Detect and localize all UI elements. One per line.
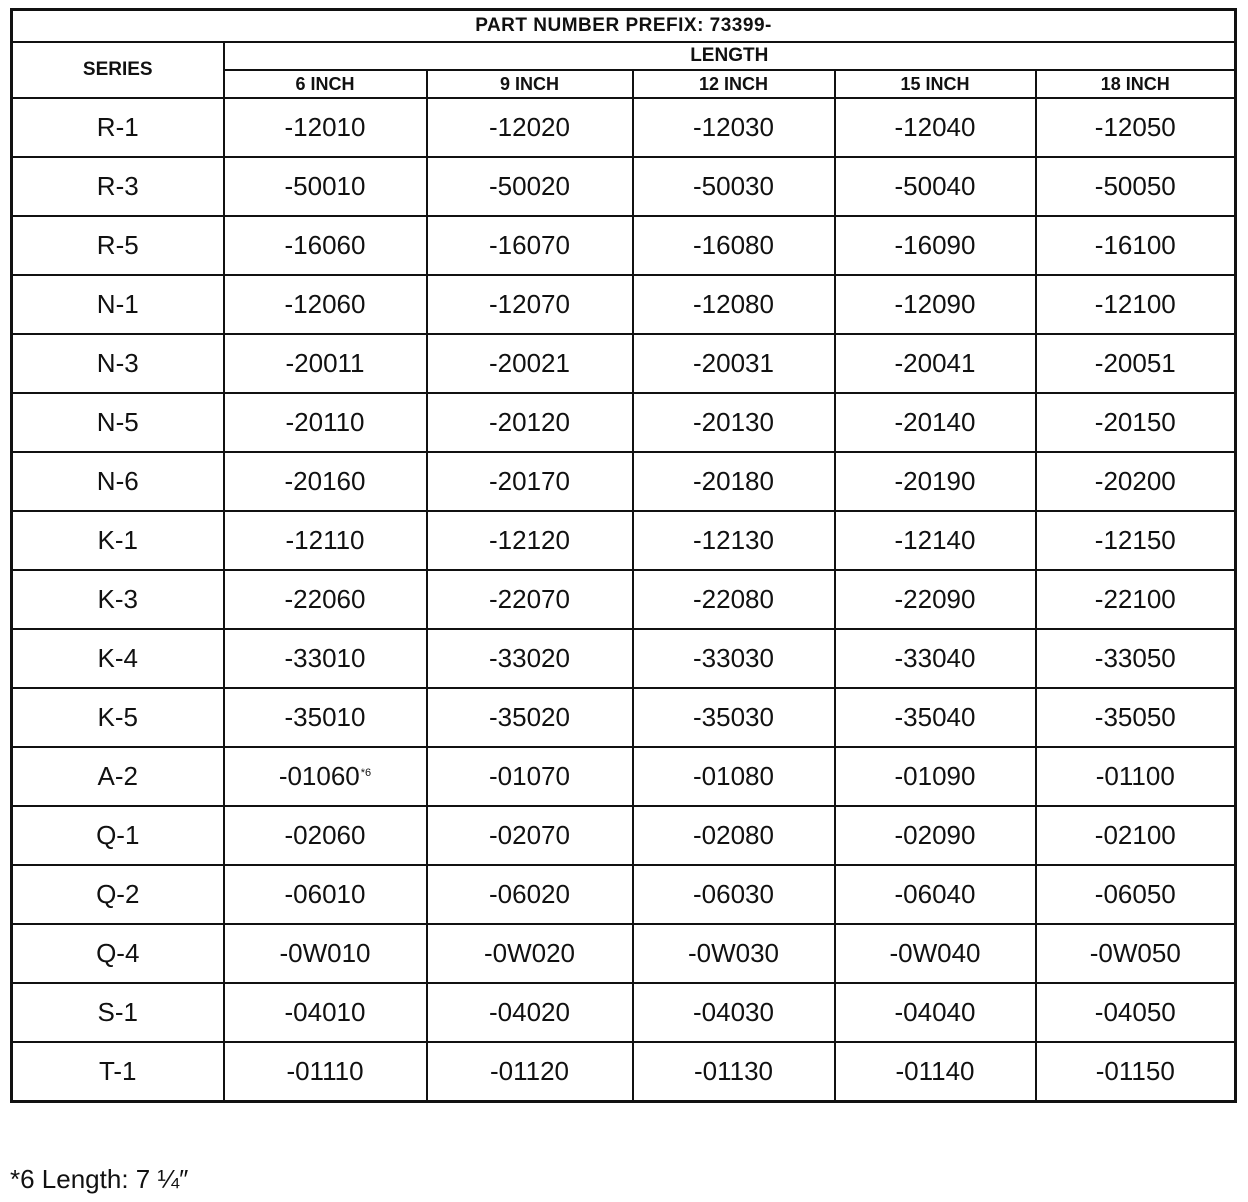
part-number-cell	[224, 806, 427, 865]
part-number-value: -01070	[489, 761, 570, 791]
part-number-value: -22100	[1094, 584, 1176, 614]
part-number-cell	[633, 393, 835, 452]
part-number-value: -16100	[1094, 230, 1176, 260]
part-number-cell	[1036, 865, 1236, 924]
part-number-cell	[633, 1042, 835, 1102]
part-number-value: -06020	[489, 879, 570, 909]
part-number-cell	[427, 157, 633, 216]
part-number-value: -33010	[284, 643, 366, 673]
part-number-cell	[427, 806, 633, 865]
part-number-cell	[427, 924, 633, 983]
part-number-cell	[633, 511, 835, 570]
table-row	[12, 1042, 1236, 1102]
table-row	[12, 275, 1236, 334]
part-number-value: -0W030	[687, 938, 780, 968]
series-cell: N-6	[12, 452, 224, 511]
part-number-value: -01090	[894, 761, 976, 791]
table-row	[12, 511, 1236, 570]
series-cell: K-5	[12, 688, 224, 747]
length-header-9-inch: 9 INCH	[427, 70, 633, 98]
table-row	[12, 452, 1236, 511]
series-cell: N-5	[12, 393, 224, 452]
part-number-cell	[427, 393, 633, 452]
part-number-value: -50010	[284, 171, 366, 201]
part-number-value: -35030	[693, 702, 774, 732]
part-number-cell	[835, 570, 1036, 629]
part-number-value: -33020	[489, 643, 570, 673]
part-number-value: -16060	[284, 230, 366, 260]
part-number-cell	[835, 216, 1036, 275]
part-number-cell	[1036, 924, 1236, 983]
part-number-value: -33050	[1094, 643, 1176, 673]
part-number-value: -20051	[1094, 348, 1176, 378]
table-row	[12, 216, 1236, 275]
part-number-value: -20130	[693, 407, 774, 437]
part-number-value: -12090	[894, 289, 976, 319]
part-number-value: -16090	[894, 230, 976, 260]
part-number-value: -12080	[693, 289, 774, 319]
length-header-6-inch: 6 INCH	[224, 70, 427, 98]
part-number-cell	[224, 924, 427, 983]
part-number-cell	[224, 747, 427, 806]
part-number-cell	[835, 806, 1036, 865]
part-number-cell	[1036, 216, 1236, 275]
part-number-cell	[224, 275, 427, 334]
series-cell: N-3	[12, 334, 224, 393]
part-number-cell	[427, 511, 633, 570]
table-row	[12, 393, 1236, 452]
part-number-value: -12120	[489, 525, 570, 555]
part-number-value: -12020	[489, 112, 570, 142]
part-number-value: -50020	[489, 171, 570, 201]
table-row	[12, 924, 1236, 983]
series-cell: A-2	[12, 747, 224, 806]
part-number-cell	[1036, 275, 1236, 334]
part-number-value: -50050	[1094, 171, 1176, 201]
part-number-prefix-header: PART NUMBER PREFIX: 73399-	[12, 10, 1236, 43]
part-number-cell	[633, 924, 835, 983]
table-row	[12, 983, 1236, 1042]
part-number-cell	[427, 452, 633, 511]
part-number-cell	[835, 157, 1036, 216]
part-number-cell	[1036, 511, 1236, 570]
part-number-cell	[1036, 1042, 1236, 1102]
part-number-cell	[1036, 157, 1236, 216]
part-number-cell	[835, 1042, 1036, 1102]
part-number-value: -12100	[1094, 289, 1176, 319]
part-number-value: -12010	[284, 112, 366, 142]
part-number-cell	[633, 983, 835, 1042]
part-number-cell	[1036, 629, 1236, 688]
part-number-cell	[224, 983, 427, 1042]
part-number-cell	[633, 747, 835, 806]
part-number-cell	[633, 334, 835, 393]
series-cell: T-1	[12, 1042, 224, 1102]
series-cell: N-1	[12, 275, 224, 334]
table-row	[12, 98, 1236, 157]
part-number-value: -33040	[894, 643, 976, 673]
length-header-12-inch: 12 INCH	[633, 70, 835, 98]
part-number-cell	[224, 157, 427, 216]
series-cell: R-3	[12, 157, 224, 216]
part-number-cell	[1036, 334, 1236, 393]
part-number-value: -20140	[894, 407, 976, 437]
part-number-cell	[835, 511, 1036, 570]
part-number-value: -35050	[1094, 702, 1176, 732]
part-number-value: -12130	[693, 525, 774, 555]
part-number-cell	[1036, 688, 1236, 747]
part-number-value: -16080	[693, 230, 774, 260]
part-number-value: -20120	[489, 407, 570, 437]
part-number-value: -06050	[1094, 879, 1176, 909]
part-number-value: -01110	[286, 1056, 364, 1086]
part-number-value: -04020	[489, 997, 570, 1027]
part-number-cell	[1036, 570, 1236, 629]
part-number-cell	[224, 865, 427, 924]
part-number-value: -20190	[894, 466, 976, 496]
part-number-value: -12150	[1094, 525, 1176, 555]
part-number-cell	[224, 452, 427, 511]
part-number-value: -20170	[489, 466, 570, 496]
part-number-value: -22070	[489, 584, 570, 614]
part-number-value: -12030	[693, 112, 774, 142]
part-number-cell	[633, 688, 835, 747]
part-number-value: -20041	[894, 348, 976, 378]
part-number-cell	[835, 983, 1036, 1042]
part-number-value: -20150	[1094, 407, 1176, 437]
part-number-table	[10, 8, 1237, 1103]
part-number-value: -04040	[894, 997, 976, 1027]
part-number-cell	[224, 98, 427, 157]
part-number-value: -04050	[1094, 997, 1176, 1027]
part-number-value: -50030	[693, 171, 774, 201]
part-number-value: -22060	[284, 584, 366, 614]
part-number-cell	[224, 334, 427, 393]
part-number-value: -02080	[693, 820, 774, 850]
length-group-header: LENGTH	[224, 42, 1236, 70]
table-row	[12, 157, 1236, 216]
part-number-value: -20160	[284, 466, 366, 496]
part-number-cell	[633, 452, 835, 511]
part-number-cell	[1036, 806, 1236, 865]
part-number-cell	[1036, 98, 1236, 157]
part-number-value: -35020	[489, 702, 570, 732]
part-number-cell	[224, 570, 427, 629]
part-number-value: -12070	[489, 289, 570, 319]
series-cell: R-5	[12, 216, 224, 275]
part-number-value: -01140	[895, 1056, 975, 1086]
part-number-cell	[427, 1042, 633, 1102]
part-number-value: -12110	[285, 525, 365, 555]
part-number-value: -20011	[285, 348, 365, 378]
part-number-cell	[1036, 983, 1236, 1042]
part-number-cell	[835, 865, 1036, 924]
part-number-cell	[1036, 747, 1236, 806]
part-number-value: -02090	[894, 820, 976, 850]
series-cell: K-4	[12, 629, 224, 688]
part-number-value: -0W020	[483, 938, 576, 968]
part-number-cell	[835, 393, 1036, 452]
part-number-value: -20200	[1094, 466, 1176, 496]
table-row	[12, 334, 1236, 393]
part-number-value: -33030	[693, 643, 774, 673]
part-number-cell	[633, 806, 835, 865]
part-number-cell	[633, 865, 835, 924]
part-number-cell	[835, 747, 1036, 806]
part-number-value: -0W050	[1089, 938, 1181, 968]
part-number-cell	[633, 98, 835, 157]
part-number-cell	[1036, 452, 1236, 511]
part-number-value: -20021	[489, 348, 570, 378]
part-number-cell	[835, 334, 1036, 393]
part-number-cell	[224, 511, 427, 570]
part-number-value: -0W040	[889, 938, 981, 968]
series-column-header: SERIES	[12, 42, 224, 98]
footnote-marker: *6	[360, 767, 372, 779]
part-number-cell	[633, 570, 835, 629]
footnote: *6 Length: 7 ¼″	[10, 1164, 189, 1194]
series-cell: Q-2	[12, 865, 224, 924]
part-number-value: -01080	[693, 761, 774, 791]
part-number-cell	[835, 629, 1036, 688]
part-number-value: -12050	[1094, 112, 1176, 142]
part-number-cell	[427, 98, 633, 157]
length-header-15-inch: 15 INCH	[835, 70, 1036, 98]
part-number-value: -20031	[693, 348, 774, 378]
part-number-cell	[427, 747, 633, 806]
part-number-value: -20110	[285, 407, 365, 437]
part-number-value: -50040	[894, 171, 976, 201]
part-number-cell	[427, 983, 633, 1042]
part-number-value: -06040	[894, 879, 976, 909]
part-number-value: -12140	[894, 525, 976, 555]
part-number-cell	[427, 275, 633, 334]
part-number-value: -01100	[1095, 761, 1175, 791]
series-cell: Q-1	[12, 806, 224, 865]
part-number-value: -01150	[1095, 1056, 1175, 1086]
table-row	[12, 629, 1236, 688]
part-number-cell	[633, 157, 835, 216]
part-number-value: -35010	[284, 702, 366, 732]
part-number-cell	[1036, 393, 1236, 452]
part-number-value: -20180	[693, 466, 774, 496]
part-number-value: -0W010	[279, 938, 371, 968]
part-number-cell	[835, 98, 1036, 157]
length-header-18-inch: 18 INCH	[1036, 70, 1236, 98]
part-number-value: -01130	[693, 1056, 774, 1086]
series-cell: K-1	[12, 511, 224, 570]
part-number-cell	[427, 334, 633, 393]
part-number-value: -06030	[693, 879, 774, 909]
table-row	[12, 865, 1236, 924]
part-number-cell	[224, 629, 427, 688]
part-number-cell	[427, 688, 633, 747]
series-cell: S-1	[12, 983, 224, 1042]
part-number-value: -04030	[693, 997, 774, 1027]
part-number-cell	[835, 688, 1036, 747]
table-row	[12, 806, 1236, 865]
part-number-value: -22090	[894, 584, 976, 614]
part-number-value: -01060	[278, 761, 360, 791]
part-number-cell	[835, 924, 1036, 983]
table-row	[12, 688, 1236, 747]
part-number-cell	[427, 629, 633, 688]
series-cell: K-3	[12, 570, 224, 629]
part-number-cell	[835, 275, 1036, 334]
part-number-value: -06010	[284, 879, 366, 909]
part-number-cell	[427, 570, 633, 629]
part-number-value: -35040	[894, 702, 976, 732]
part-number-value: -02100	[1094, 820, 1176, 850]
part-number-value: -04010	[284, 997, 366, 1027]
table-row	[12, 570, 1236, 629]
part-number-cell	[835, 452, 1036, 511]
series-cell: R-1	[12, 98, 224, 157]
table-row	[12, 747, 1236, 806]
part-number-cell	[224, 688, 427, 747]
part-number-cell	[224, 216, 427, 275]
part-number-cell	[633, 275, 835, 334]
part-number-cell	[633, 629, 835, 688]
part-number-cell	[224, 1042, 427, 1102]
part-number-cell	[427, 865, 633, 924]
part-number-value: -02070	[489, 820, 570, 850]
part-number-value: -12060	[284, 289, 366, 319]
series-cell: Q-4	[12, 924, 224, 983]
part-number-value: -12040	[894, 112, 976, 142]
part-number-cell	[224, 393, 427, 452]
part-number-value: -22080	[693, 584, 774, 614]
part-number-value: -02060	[284, 820, 366, 850]
part-number-cell	[427, 216, 633, 275]
part-number-value: -16070	[489, 230, 570, 260]
part-number-value: -01120	[489, 1056, 570, 1086]
part-number-cell	[633, 216, 835, 275]
